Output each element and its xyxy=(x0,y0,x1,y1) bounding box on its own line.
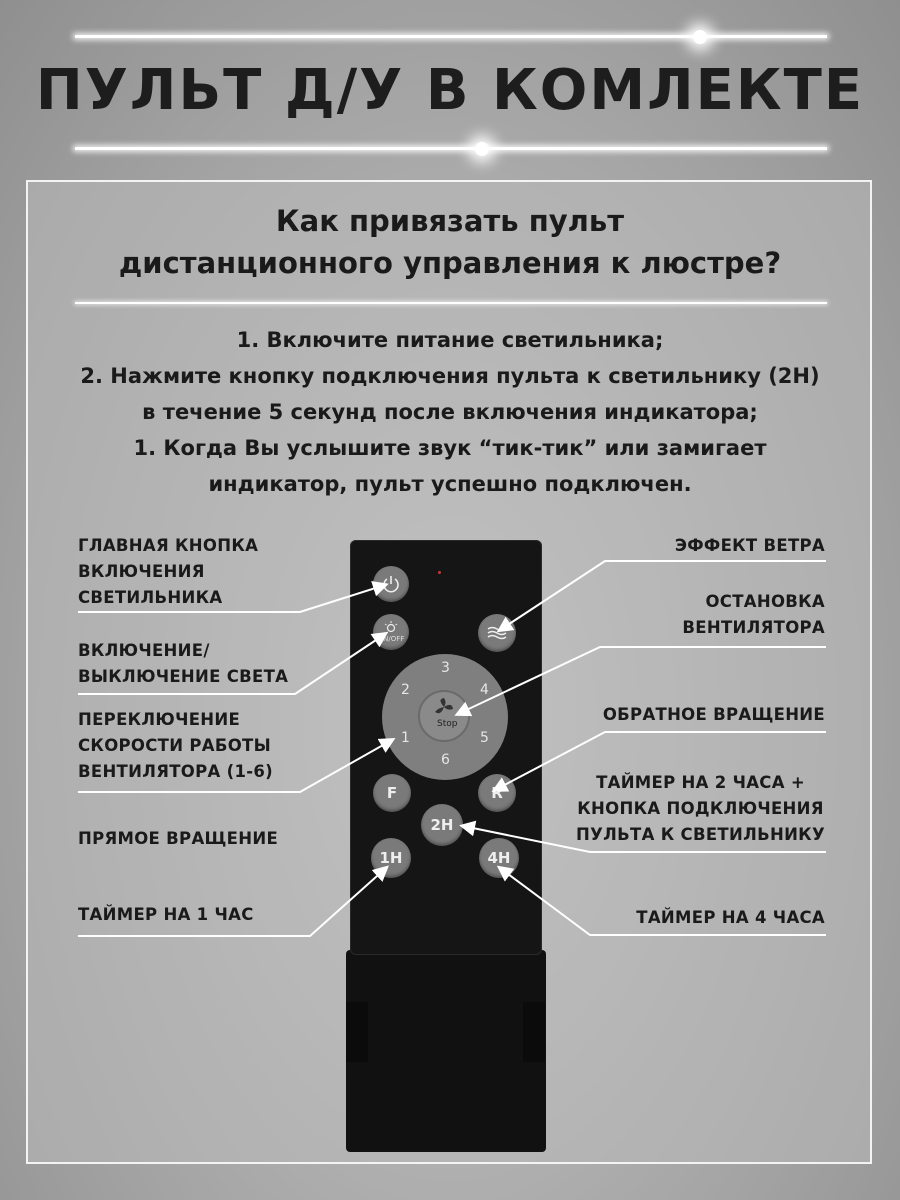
label-forward-rotation: ПРЯМОЕ ВРАЩЕНИЕ xyxy=(78,829,279,848)
indicator-led xyxy=(438,571,441,574)
remote-holder xyxy=(346,950,546,1152)
label-light-toggle: ВКЛЮЧЕНИЕ/ ВЫКЛЮЧЕНИЕ СВЕТА xyxy=(78,641,289,686)
holder-slot-right xyxy=(523,1002,545,1062)
top-glow-line xyxy=(75,35,827,38)
forward-rotation-button[interactable]: F xyxy=(373,774,411,812)
label-speed-switch: ПЕРЕКЛЮЧЕНИЕ СКОРОСТИ РАБОТЫ ВЕНТИЛЯТОРА (1-6) xyxy=(78,710,274,781)
power-button[interactable] xyxy=(373,566,409,602)
question-line-2: дистанционного управления к люстре? xyxy=(118,246,782,280)
light-toggle-button[interactable] xyxy=(373,614,409,650)
bottom-glow-dot xyxy=(475,142,489,156)
label-wind-effect: ЭФФЕКТ ВЕТРА xyxy=(674,536,825,555)
speed-4-button[interactable]: 4 xyxy=(480,682,489,698)
instruction-steps xyxy=(0,322,900,502)
power-icon xyxy=(381,574,401,594)
step-line: 1. Включите питание светильника; xyxy=(236,328,664,352)
speed-5-button[interactable]: 5 xyxy=(480,730,489,746)
instruction-question xyxy=(0,200,900,284)
speed-6-button[interactable]: 6 xyxy=(441,752,450,768)
holder-slot-left xyxy=(346,1002,368,1062)
step-line: индикатор, пульт успешно подключен. xyxy=(208,472,692,496)
step-line: 2. Нажмите кнопку подключения пульта к светильнику (2H) xyxy=(80,364,820,388)
label-fan-stop: ОСТАНОВКА ВЕНТИЛЯТОРА xyxy=(682,592,825,637)
divider xyxy=(75,302,827,304)
speed-3-button[interactable]: 3 xyxy=(441,660,450,676)
label-timer-2h: ТАЙМЕР НА 2 ЧАСА + КНОПКА ПОДКЛЮЧЕНИЯ ПУЛЬТА К СВЕТИЛЬНИКУ xyxy=(576,773,825,844)
timer-1h-button[interactable]: 1H xyxy=(371,838,411,878)
onoff-text: ON/OFF xyxy=(377,635,405,643)
label-power-button: ГЛАВНАЯ КНОПКА ВКЛЮЧЕНИЯ СВЕТИЛЬНИКА xyxy=(78,536,259,607)
speed-2-button[interactable]: 2 xyxy=(401,682,410,698)
timer-2h-button[interactable]: 2H xyxy=(421,804,463,846)
bottom-glow-line xyxy=(75,147,827,150)
question-line-1: Как привязать пульт xyxy=(275,204,625,238)
stop-label: Stop xyxy=(437,719,458,729)
label-timer-4h: ТАЙМЕР НА 4 ЧАСА xyxy=(636,908,825,927)
speed-1-button[interactable]: 1 xyxy=(401,730,410,746)
wind-effect-button[interactable] xyxy=(478,614,516,652)
page-title: ПУЛЬТ Д/У В КОМЛЕКТЕ xyxy=(35,58,865,123)
bulb-icon xyxy=(383,621,399,635)
top-glow-dot xyxy=(693,30,707,44)
timer-4h-button[interactable]: 4H xyxy=(479,838,519,878)
wind-icon xyxy=(486,625,508,641)
fan-icon xyxy=(433,696,455,718)
label-timer-1h: ТАЙМЕР НА 1 ЧАС xyxy=(78,905,254,924)
step-line: 1. Когда Вы услышите звук “тик-тик” или замигает xyxy=(133,436,767,460)
step-line: в течение 5 секунд после включения индикатора; xyxy=(142,400,758,424)
reverse-rotation-button[interactable]: R xyxy=(478,774,516,812)
label-reverse-rotation: ОБРАТНОЕ ВРАЩЕНИЕ xyxy=(602,705,825,724)
